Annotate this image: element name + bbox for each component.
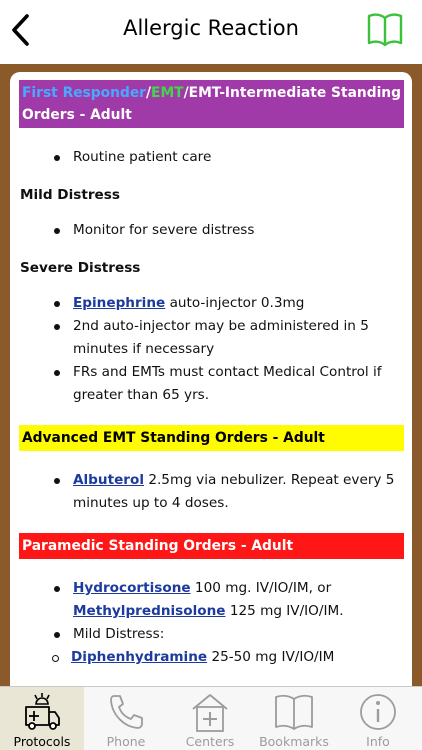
page-title: Allergic Reaction: [123, 16, 299, 40]
level-emt: EMT: [151, 85, 184, 101]
list-item: [73, 292, 404, 315]
aemt-list: [19, 469, 404, 515]
list-item: FRs and EMTs must contact Medical Control if greater than 65 yrs.: [73, 361, 404, 407]
link-methylprednisolone[interactable]: Methylprednisolone: [73, 603, 226, 619]
bookmark-book-icon[interactable]: [366, 10, 404, 48]
item-text: 100 mg. IV/IO/IM, or: [190, 580, 332, 596]
link-diphenhydramine[interactable]: Diphenhydramine: [71, 649, 208, 665]
list-item: [73, 577, 404, 623]
list-item: Monitor for severe distress: [73, 219, 404, 242]
list-item: Mild Distress:: [73, 623, 404, 646]
mild-list: [19, 219, 404, 242]
heading-severe-distress: Severe Distress: [20, 260, 141, 276]
item-text: 125 mg IV/IO/IM.: [225, 603, 344, 619]
list-item: [73, 469, 404, 515]
heading-mild-distress: Mild Distress: [20, 187, 120, 203]
level-emt-intermediate: EMT-Intermediate Standing Orders - Adult: [22, 85, 402, 123]
nav-bar: [0, 0, 422, 64]
banner-aemt: Advanced EMT Standing Orders - Adult: [19, 425, 404, 451]
phone-icon: [105, 691, 147, 733]
tab-bar: [0, 686, 422, 750]
tab-phone[interactable]: [84, 687, 168, 750]
tab-label: Info: [366, 734, 390, 749]
link-albuterol[interactable]: Albuterol: [73, 472, 145, 488]
tab-centers[interactable]: [168, 687, 252, 750]
level-first-responder: First Responder: [22, 85, 146, 101]
tab-info[interactable]: [336, 687, 420, 750]
tab-label: Phone: [106, 734, 146, 749]
book-icon: [273, 691, 315, 733]
item-text: 2.5mg via nebulizer. Repeat every 5 minutes up to 4 doses.: [73, 472, 395, 511]
link-epinephrine[interactable]: Epinephrine: [73, 295, 166, 311]
list-item: [71, 646, 404, 669]
protocol-card[interactable]: [10, 72, 412, 686]
tab-bookmarks[interactable]: [252, 687, 336, 750]
tab-label: Bookmarks: [259, 734, 329, 749]
severe-list: [19, 292, 404, 407]
hospital-icon: [189, 691, 231, 733]
item-text: 25-50 mg IV/IO/IM: [207, 649, 335, 665]
paramedic-list: [19, 577, 404, 646]
separator: /: [145, 85, 152, 101]
banner-paramedic: Paramedic Standing Orders - Adult: [19, 533, 404, 559]
tab-label: Protocols: [13, 734, 71, 749]
link-hydrocortisone[interactable]: Hydrocortisone: [73, 580, 191, 596]
content-frame: [0, 64, 422, 686]
ambulance-icon: [21, 691, 63, 733]
list-item: Routine patient care: [73, 146, 404, 169]
paramedic-sublist: [19, 646, 404, 669]
info-icon: [357, 691, 399, 733]
separator: /: [183, 85, 189, 101]
item-text: auto-injector 0.3mg: [165, 295, 305, 311]
list-item: 2nd auto-injector may be administered in 5 minutes if necessary: [73, 315, 404, 361]
tab-protocols[interactable]: [0, 687, 84, 750]
tab-label: Centers: [185, 734, 235, 749]
protocol-content: [10, 72, 412, 669]
banner-first-responder-emt: [19, 80, 404, 128]
intro-list: [19, 146, 404, 169]
